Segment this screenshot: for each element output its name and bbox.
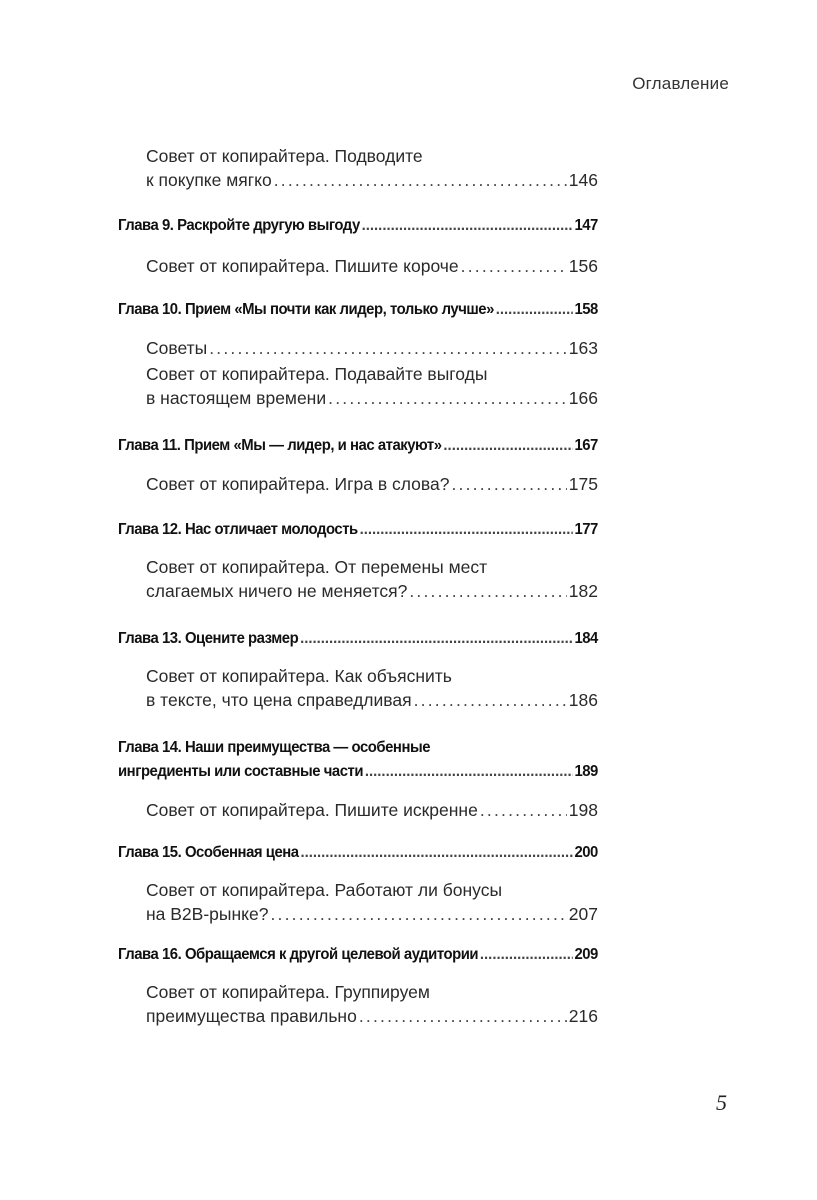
page-number: 163 [568, 338, 598, 358]
toc-entry-advice[interactable] [146, 362, 598, 410]
toc-entry-tips[interactable] [146, 336, 598, 360]
leader-dots [443, 434, 572, 458]
page-number: 156 [568, 256, 598, 276]
leader-dots [409, 579, 566, 603]
leader-dots [328, 386, 567, 410]
toc-entry-line-last: Советы ..... 163 [146, 336, 598, 360]
page-number: 207 [568, 904, 598, 924]
leader-dots [274, 168, 567, 192]
toc-entry-chapter-11[interactable] [118, 434, 598, 458]
toc-entry-line-last: Совет от копирайтера. Пишите искренне ..... 198 [146, 798, 598, 822]
toc-entry-line-last: на B2B-рынке? ..... 207 [146, 902, 598, 926]
page-number: 177 [574, 521, 598, 538]
leader-dots [461, 254, 567, 278]
toc-entry-line-last: ингредиенты или составные части ..... 189 [118, 760, 598, 784]
leader-dots [300, 627, 573, 651]
toc-entry-line: Совет от копирайтера. Работают ли бонусы [146, 880, 503, 900]
leader-dots [359, 1004, 567, 1028]
leader-dots [480, 798, 567, 822]
toc-entry-advice[interactable] [146, 878, 598, 926]
page-number: 182 [568, 581, 598, 601]
leader-dots [414, 688, 567, 712]
toc-entry-line-last: Совет от копирайтера. Пишите короче ..... 156 [146, 254, 598, 278]
leader-dots [362, 214, 573, 238]
toc-entry-line-last: Глава 13. Оцените размер ..... 184 [118, 627, 598, 651]
leader-dots [300, 841, 572, 865]
toc-entry-advice[interactable] [146, 980, 598, 1028]
toc-entry-chapter-12[interactable] [118, 518, 598, 542]
toc-entry-advice[interactable] [146, 664, 598, 712]
toc-entry-chapter-13[interactable] [118, 627, 598, 651]
toc-entry-line: Глава 14. Наши преимущества — особенные [118, 739, 431, 756]
page-number: 186 [568, 690, 598, 710]
leader-dots [270, 902, 566, 926]
toc-entry-line-last: Глава 12. Нас отличает молодость ..... 177 [118, 518, 598, 542]
toc-entry-chapter-9[interactable] [118, 214, 598, 238]
leader-dots [451, 472, 566, 496]
toc-entry-chapter-16[interactable] [118, 943, 598, 967]
page-number: 216 [568, 1006, 598, 1026]
toc-entry-line: Совет от копирайтера. Как объяснить [146, 666, 452, 686]
toc-entry-advice[interactable] [146, 254, 598, 278]
toc-entry-line-last: Глава 15. Особенная цена ..... 200 [118, 841, 598, 865]
page-number: 146 [568, 170, 598, 190]
toc-entry-line-last: в тексте, что цена справедливая ..... 186 [146, 688, 598, 712]
leader-dots [496, 298, 573, 322]
toc-entry-chapter-14[interactable] [118, 736, 598, 784]
page-number: 200 [574, 844, 598, 861]
toc-entry-line: Совет от копирайтера. Группируем [146, 982, 430, 1002]
leader-dots [365, 760, 573, 784]
page-number: 175 [568, 474, 598, 494]
toc-entry-chapter-10[interactable] [118, 298, 598, 322]
toc-entry-line-last: Совет от копирайтера. Игра в слова? ..... 175 [146, 472, 598, 496]
toc-entry-advice[interactable] [146, 472, 598, 496]
page-folio: 5 [716, 1090, 727, 1115]
toc-entry-line-last: Глава 11. Прием «Мы — лидер, и нас атакуют» ..... 167 [118, 434, 598, 458]
toc-entry-line: Совет от копирайтера. От перемены мест [146, 557, 488, 577]
page-number: 189 [574, 763, 598, 780]
page-number: 209 [574, 946, 598, 963]
toc-entry-line-last: преимущества правильно ..... 216 [146, 1004, 598, 1028]
toc-entry-line-last: Глава 16. Обращаемся к другой целевой аудитории ..... 209 [118, 943, 598, 967]
toc-entry-line-last: слагаемых ничего не меняется? ..... 182 [146, 579, 598, 603]
toc-entry-line-last: Глава 9. Раскройте другую выгоду ..... 147 [118, 214, 598, 238]
toc-entry-line: Совет от копирайтера. Подводите [146, 146, 423, 166]
leader-dots [480, 943, 573, 967]
page-number: 166 [568, 388, 598, 408]
page-number: 147 [574, 217, 598, 234]
leader-dots [209, 336, 567, 360]
toc-entry-advice[interactable] [146, 555, 598, 603]
toc-entry-line-last: в настоящем времени ..... 166 [146, 386, 598, 410]
leader-dots [360, 518, 573, 542]
toc-entry-line: Совет от копирайтера. Подавайте выгоды [146, 364, 488, 384]
toc-entry-line-last: к покупке мягко ..... 146 [146, 168, 598, 192]
toc-entry-chapter-15[interactable] [118, 841, 598, 865]
page-number: 167 [574, 437, 598, 454]
toc-entry-advice[interactable] [146, 144, 598, 192]
page-number: 198 [568, 800, 598, 820]
page-number: 184 [574, 630, 598, 647]
toc-entry-advice[interactable] [146, 798, 598, 822]
toc-entry-line-last: Глава 10. Прием «Мы почти как лидер, только лучше» ..... 158 [118, 298, 598, 322]
page-number: 158 [574, 301, 598, 318]
running-head: Оглавление [632, 74, 729, 93]
